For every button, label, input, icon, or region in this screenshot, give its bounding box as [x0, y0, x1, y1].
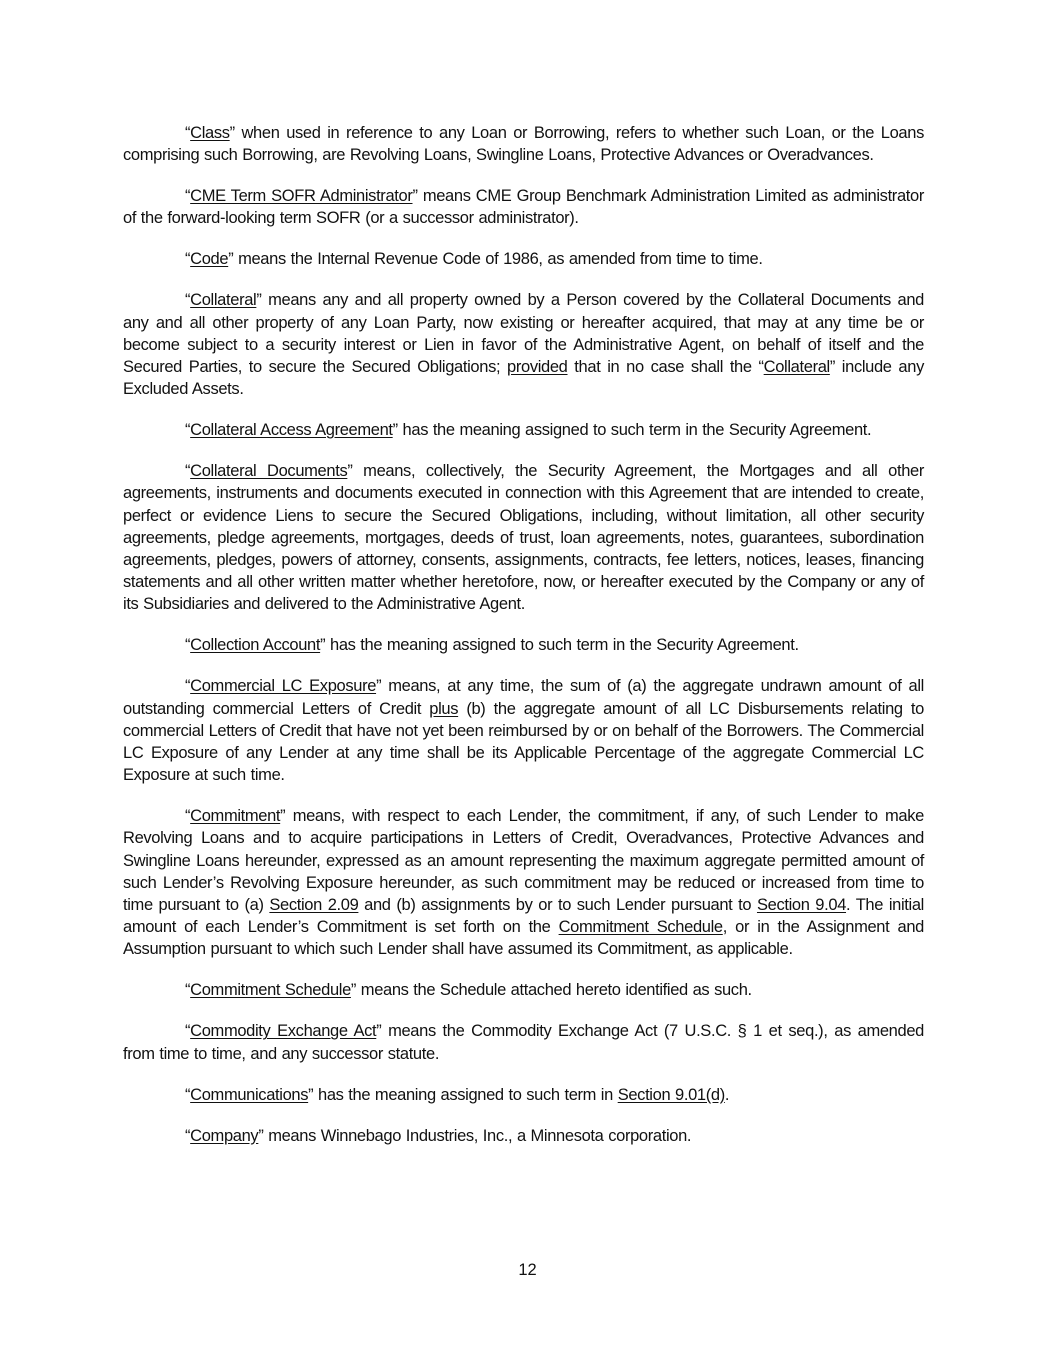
definition-paragraph: [123, 1125, 924, 1147]
definition-text: ” means the Schedule attached hereto identified as such.: [350, 981, 752, 1000]
defined-term-underlined: Commercial LC Exposure: [190, 677, 377, 696]
defined-term-underlined: Commitment Schedule: [558, 918, 723, 937]
definitions-list: [123, 122, 924, 1166]
defined-term-underlined: CME Term SOFR Administrator: [190, 187, 413, 206]
definition-text: ” means, with respect to each Lender, the commitment, if any, of such Lender to make Revolving Loans and to acquire participations in Letters of Credit, Overadvances, Protective Advances and Swingline Loans hereunder, expressed as an amount representing the maximum aggregate permitted amount of such Lender’s Revolving Exposure hereunder, as such commitment may be reduced or increased from time to time pursuant to (a): [123, 807, 924, 915]
definition-paragraph: [123, 979, 924, 1001]
definition-text: ” means CME Group Benchmark Administration Limited as administrator of the forward-looking term SOFR (or a successor administrator).: [123, 187, 924, 228]
defined-term-underlined: Collection Account: [190, 636, 321, 655]
definition-text: “: [185, 1126, 191, 1145]
defined-term-underlined: Class: [190, 124, 230, 142]
definition-text: “: [185, 1022, 191, 1041]
definition-text: “: [185, 187, 191, 206]
definition-text: ” means Winnebago Industries, Inc., a Minnesota corporation.: [258, 1126, 692, 1145]
definition-text: “: [185, 462, 191, 481]
definition-paragraph: [123, 289, 924, 400]
defined-term-underlined: Code: [190, 250, 229, 269]
defined-term-underlined: Commitment: [190, 807, 281, 826]
definition-text: “: [185, 981, 191, 1000]
definition-paragraph: [123, 122, 924, 166]
definition-text: ” means the Internal Revenue Code of 1986, as amended from time to time.: [228, 250, 763, 269]
definition-text: ” means the Commodity Exchange Act (7 U.S.C. § 1 et seq.), as amended from time to time, and any successor statute.: [123, 1022, 924, 1063]
definition-paragraph: [123, 634, 924, 656]
defined-term-underlined: Collateral: [190, 291, 257, 310]
definition-text: “: [185, 124, 191, 142]
definition-paragraph: [123, 1020, 924, 1064]
definition-paragraph: [123, 1084, 924, 1106]
definition-text: ” has the meaning assigned to such term in the Security Agreement.: [320, 636, 799, 655]
definition-text: that in no case shall the “: [567, 358, 764, 377]
definition-paragraph: [123, 419, 924, 441]
definition-text: and (b) assignments by or to such Lender pursuant to: [358, 896, 757, 915]
definition-text: , or in the Assignment and Assumption pursuant to which such Lender shall have assumed its Commitment, as applicable.: [123, 918, 924, 959]
definition-text: . The initial amount of each Lender’s Commitment is set forth on the: [123, 896, 924, 937]
defined-term-underlined: provided: [507, 358, 568, 377]
definition-text: ” has the meaning assigned to such term in the Security Agreement.: [392, 421, 872, 440]
defined-term-underlined: Commodity Exchange Act: [190, 1022, 377, 1041]
definition-text: “: [185, 421, 191, 440]
definition-text: “: [185, 807, 191, 826]
definition-text: ” means any and all property owned by a Person covered by the Collateral Documents and any and all other property of any Loan Party, now existing or hereafter acquired, that may at any time be or become subject to a security interest or Lien in favor of the Administrative Agent, on behalf of itself and the Secured Parties, to secure the Secured Obligations;: [123, 291, 924, 377]
definition-text: “: [185, 677, 191, 696]
definition-paragraph: [123, 185, 924, 229]
defined-term-underlined: Section 9.04: [756, 896, 847, 915]
definition-text: ” when used in reference to any Loan or Borrowing, refers to whether such Loan, or the Loans comprising such Borrowing, are Revolving Loans, Swingline Loans, Protective Advances or Overadvances.: [123, 124, 924, 165]
definition-text: “: [185, 291, 191, 310]
defined-term-underlined: Section 9.01(d): [617, 1085, 725, 1104]
defined-term-underlined: plus: [429, 699, 459, 718]
definition-text: “: [185, 636, 191, 655]
definition-text: “: [185, 250, 191, 269]
definition-text: ” has the meaning assigned to such term in: [308, 1085, 618, 1104]
defined-term-underlined: Section 2.09: [269, 896, 359, 915]
defined-term-underlined: Company: [190, 1126, 259, 1145]
defined-term-underlined: Communications: [190, 1085, 309, 1104]
definition-paragraph: [123, 460, 924, 615]
definition-paragraph: [123, 805, 924, 960]
defined-term-underlined: Commitment Schedule: [190, 981, 351, 1000]
definition-text: .: [724, 1085, 730, 1104]
defined-term-underlined: Collateral: [763, 358, 830, 377]
definition-text: ” means, collectively, the Security Agreement, the Mortgages and all other agreements, instruments and documents executed in connection with this Agreement that are intended to create, perfect or evidence Liens to secure the Secured Obligations, including, without limitation, all other security agreements, pledge agreements, mortgages, deeds of trust, loan agreements, notes, guarantees, subordination agreements, pledges, powers of attorney, consents, assignments, contracts, fee letters, notices, leases, financing statements and all other written matter whether heretofore, now, or hereafter executed by the Company or any of its Subsidiaries and delivered to the Administrative Agent.: [123, 462, 924, 614]
definition-paragraph: [123, 248, 924, 270]
defined-term-underlined: Collateral Access Agreement: [190, 421, 393, 440]
definition-text: ” means, at any time, the sum of (a) the aggregate undrawn amount of all outstanding commercial Letters of Credit: [123, 677, 924, 718]
definition-text: (b) the aggregate amount of all LC Disbursements relating to commercial Letters of Credit that have not yet been reimbursed by or on behalf of the Borrowers. The Commercial LC Exposure of any Lender at any time shall be its Applicable Percentage of the aggregate Commercial LC Exposure at such time.: [123, 699, 924, 785]
definition-text: ” include any Excluded Assets.: [123, 358, 924, 399]
definition-paragraph: [123, 675, 924, 786]
defined-term-underlined: Collateral Documents: [190, 462, 348, 481]
definition-text: “: [185, 1085, 191, 1104]
page-number: 12: [518, 1261, 537, 1279]
